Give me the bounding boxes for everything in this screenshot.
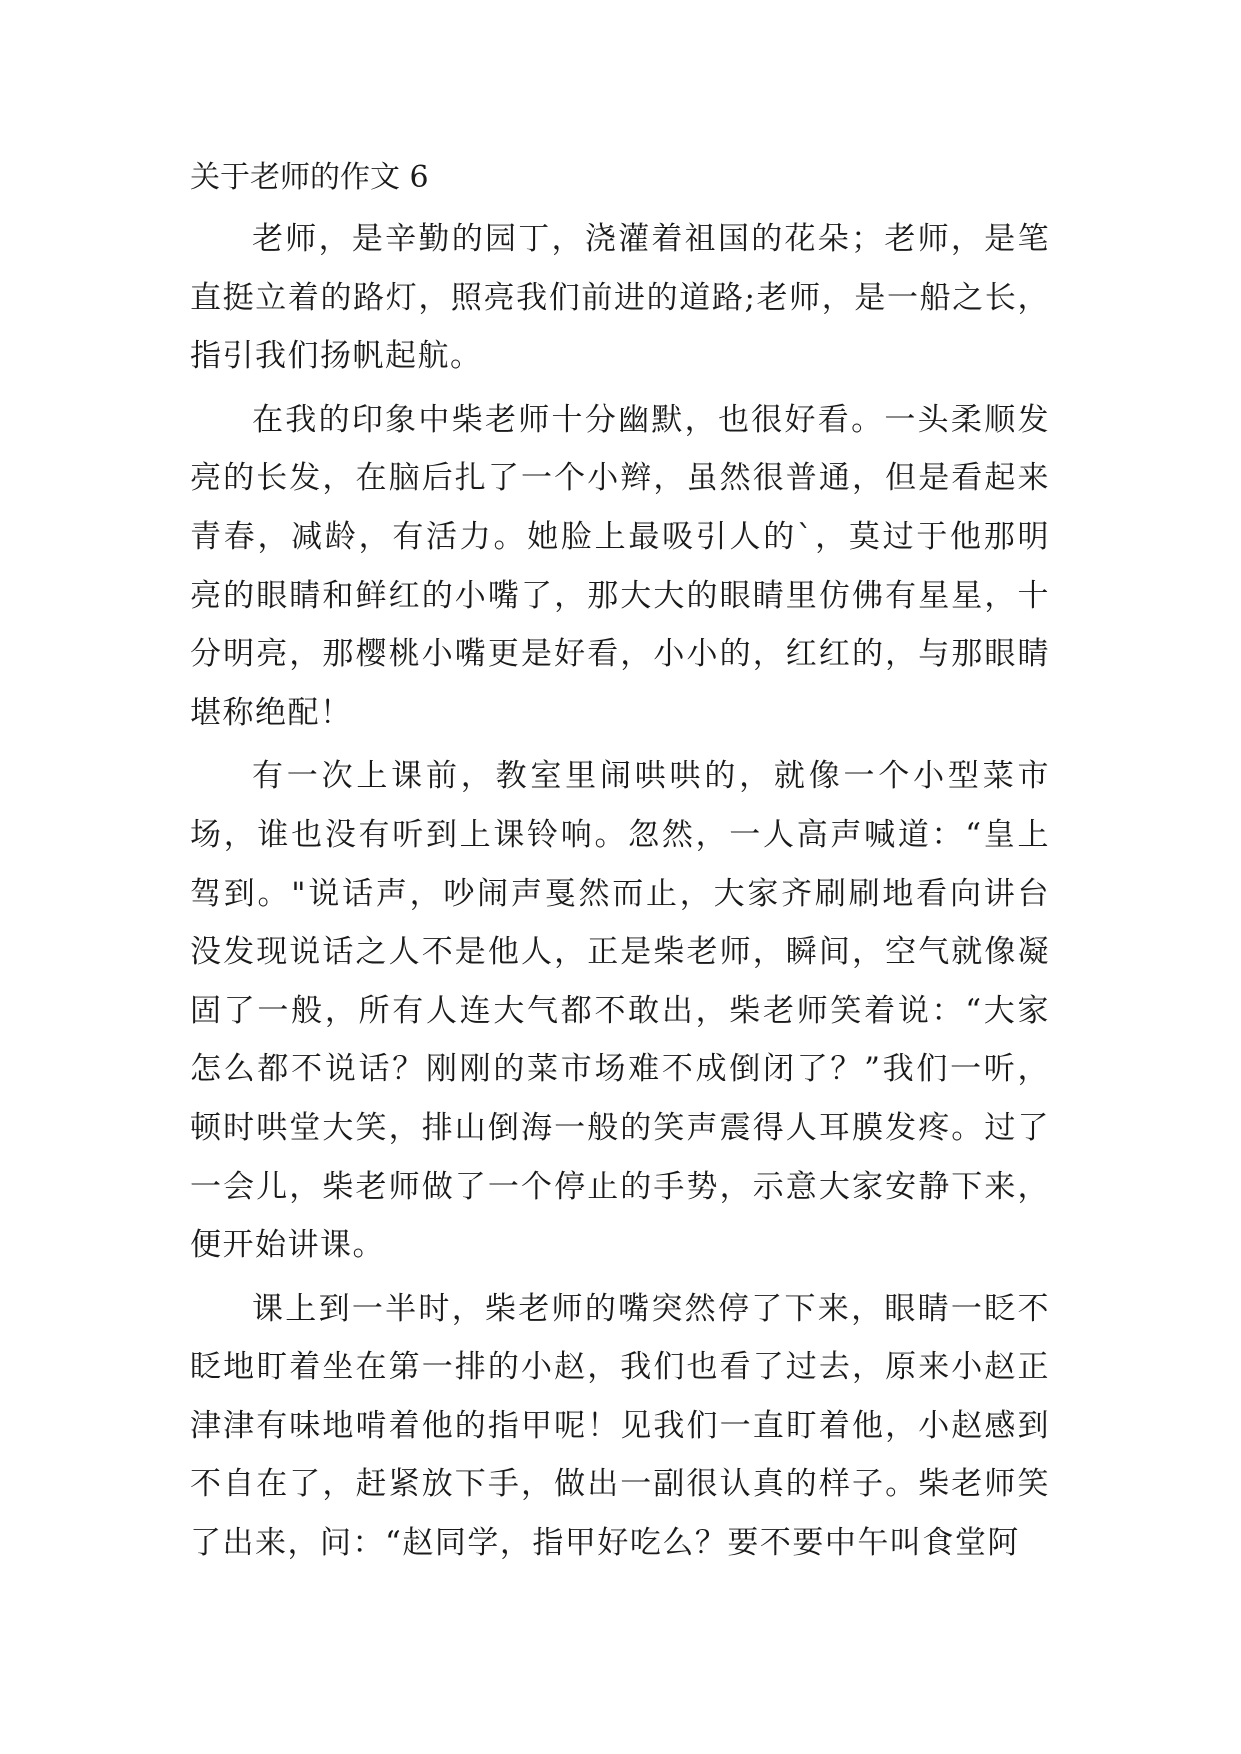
document-title: 关于老师的作文 6: [190, 160, 429, 195]
paragraph-2: 在我的印象中柴老师十分幽默，也很好看。一头柔顺发亮的长发，在脑后扎了一个小辫，虽然很普通，但是看起来青春，减龄，有活力。她脸上最吸引人的`，莫过于他那明亮的眼睛和鲜红的小嘴了，那大大的眼睛里仿佛有星星，十分明亮，那樱桃小嘴更是好看，小小的，红红的，与那眼睛堪称绝配！: [190, 401, 1050, 731]
paragraph-3: 有一次上课前，教室里闹哄哄的，就像一个小型菜市场，谁也没有听到上课铃响。忽然，一人高声喊道：“皇上驾到。"说话声，吵闹声戛然而止，大家齐刷刷地看向讲台没发现说话之人不是他人，正是柴老师，瞬间，空气就像凝固了一般，所有人连大气都不敢出，柴老师笑着说：“大家怎么都不说话？刚刚的菜市场难不成倒闭了？”我们一听，顿时哄堂大笑，排山倒海一般的笑声震得人耳膜发疼。过了一会儿，柴老师做了一个停止的手势，示意大家安静下来，便开始讲课。: [190, 758, 1050, 1264]
paragraph-4: 课上到一半时，柴老师的嘴突然停了下来，眼睛一眨不眨地盯着坐在第一排的小赵，我们也看了过去，原来小赵正津津有味地啃着他的指甲呢！见我们一直盯着他，小赵感到不自在了，赶紧放下手，做出一副很认真的样子。柴老师笑了出来，问：“赵同学，指甲好吃么？要不要中午叫食堂阿: [190, 1290, 1050, 1562]
document-body: [190, 158, 1050, 1578]
paragraph-1: 老师，是辛勤的园丁，浇灌着祖国的花朵；老师，是笔直挺立着的路灯，照亮我们前进的道路;老师，是一船之长，指引我们扬帆起航。: [190, 221, 1050, 375]
